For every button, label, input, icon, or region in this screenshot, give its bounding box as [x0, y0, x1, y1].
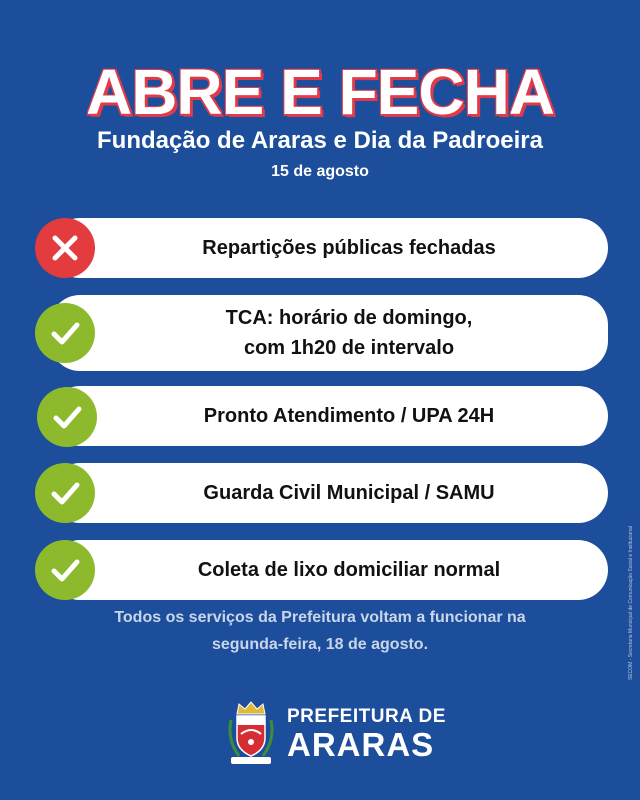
service-label: Guarda Civil Municipal / SAMU — [203, 482, 495, 504]
footer-note — [0, 604, 640, 658]
check-icon — [35, 303, 95, 363]
service-row-upa — [50, 386, 608, 446]
prefeitura-logo — [225, 700, 446, 768]
service-label: Coleta de lixo domiciliar normal — [197, 559, 501, 581]
coat-of-arms-icon — [225, 700, 277, 768]
footer-line: segunda-feira, 18 de agosto. — [211, 636, 429, 653]
logo-line-2: ARARAS — [287, 726, 435, 763]
footer-line: Todos os serviços da Prefeitura voltam a funcionar na — [114, 609, 526, 626]
check-icon — [37, 387, 97, 447]
service-label-detail: com 1h20 de intervalo — [243, 337, 455, 359]
event-date: 15 de agosto — [271, 163, 369, 180]
logo-line-1: PREFEITURA DE — [287, 706, 446, 727]
page-title: ABRE E FECHA — [85, 56, 555, 128]
credit-text: SECOM - Secretaria Municipal de Comunicação Social e Institucional — [628, 526, 634, 680]
service-label: TCA: horário de domingo, — [225, 307, 473, 329]
page-subtitle: Fundação de Araras e Dia da Padroeira — [97, 127, 543, 154]
service-row-tca — [50, 295, 608, 371]
service-row-reparticoes — [50, 218, 608, 278]
check-icon — [35, 463, 95, 523]
x-icon — [35, 218, 95, 278]
service-label: Pronto Atendimento / UPA 24H — [203, 405, 495, 427]
service-label: Repartições públicas fechadas — [202, 237, 496, 259]
service-row-coleta — [50, 540, 608, 600]
service-row-guarda — [50, 463, 608, 523]
check-icon — [35, 540, 95, 600]
